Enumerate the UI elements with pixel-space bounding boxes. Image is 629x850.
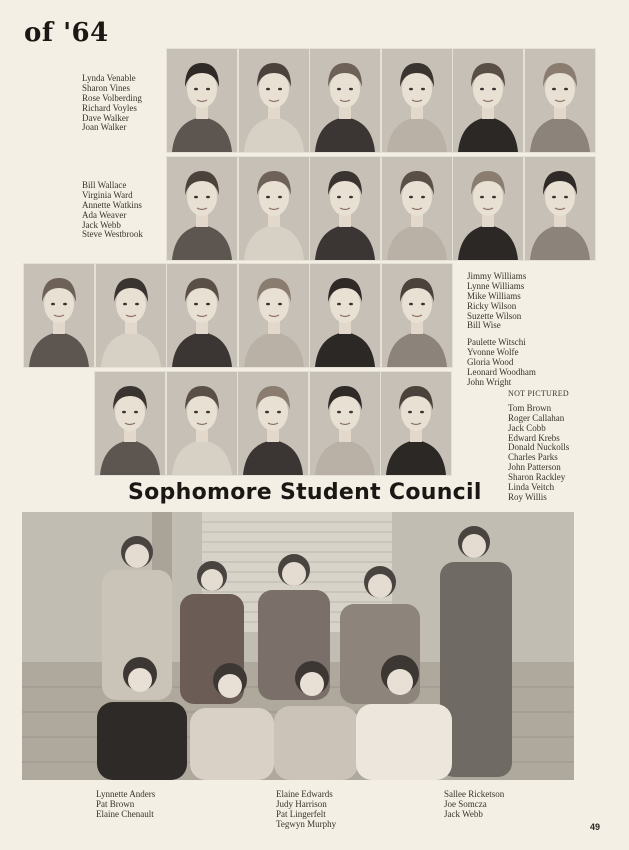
student-name: Donald Nuckolls <box>508 442 570 453</box>
student-name: Sharon Rackley <box>508 472 566 483</box>
student-portrait <box>94 371 166 476</box>
caption-name: Jack Webb <box>444 808 483 819</box>
student-portrait <box>166 263 238 368</box>
student-name: Suzette Wilson <box>467 310 522 321</box>
student-name: Steve Westbrook <box>82 229 143 240</box>
row1-name-list <box>82 74 142 133</box>
student-name: Ricky Wilson <box>467 300 517 311</box>
student-name: Richard Voyles <box>82 102 137 113</box>
student-portrait <box>166 48 238 153</box>
student-portrait <box>380 371 452 476</box>
student-name: John Wright <box>467 376 512 387</box>
caption-name: Tegwyn Murphy <box>276 818 337 829</box>
student-name: Jack Webb <box>82 219 121 230</box>
student-name: Edward Krebs <box>508 432 560 443</box>
row3-name-list <box>467 272 526 331</box>
caption-name: Pat Brown <box>96 798 135 809</box>
group-photo-image <box>22 512 574 780</box>
student-portrait <box>452 48 524 153</box>
page-number: 49 <box>590 822 601 832</box>
student-name: Rose Volberding <box>82 92 142 103</box>
caption-name: Joe Somcza <box>444 798 487 809</box>
student-portrait <box>166 156 238 261</box>
student-portrait <box>237 371 309 476</box>
student-portrait <box>452 156 524 261</box>
caption-column-left <box>96 790 155 820</box>
page-heading: of '64 <box>24 18 109 48</box>
student-portrait <box>309 371 381 476</box>
student-portrait <box>23 263 95 368</box>
student-name: Roy Willis <box>508 491 547 502</box>
student-name: Leonard Woodham <box>467 366 536 377</box>
student-name: Charles Parks <box>508 452 558 463</box>
student-name: Lynne Williams <box>467 280 525 291</box>
student-portrait <box>309 263 381 368</box>
student-portrait <box>166 371 238 476</box>
student-portrait <box>238 263 310 368</box>
student-name: John Patterson <box>508 462 561 473</box>
student-portrait <box>381 48 453 153</box>
student-name: Yvonne Wolfe <box>467 346 519 357</box>
section-title: Sophomore Student Council <box>128 480 482 505</box>
row4-name-list <box>467 338 536 387</box>
caption-name: Sallee Ricketson <box>444 789 505 799</box>
student-portrait <box>524 48 596 153</box>
student-name: Annette Watkins <box>82 199 142 210</box>
student-portrait <box>238 48 310 153</box>
caption-column-middle <box>276 790 336 830</box>
student-portrait <box>524 156 596 261</box>
student-name: Linda Veitch <box>508 482 555 493</box>
student-name: Joan Walker <box>82 122 127 133</box>
student-name: Virginia Ward <box>82 189 133 200</box>
student-name: Bill Wise <box>467 320 501 331</box>
student-portrait <box>238 156 310 261</box>
caption-name: Elaine Edwards <box>276 789 333 799</box>
caption-name: Elaine Chenault <box>96 808 154 819</box>
group-photo <box>22 512 574 780</box>
student-name: Dave Walker <box>82 112 129 123</box>
caption-column-right <box>444 790 504 820</box>
caption-name: Pat Lingerfelt <box>276 808 326 819</box>
caption-name: Lynnette Anders <box>96 789 156 799</box>
student-name: Paulette Witschi <box>467 337 526 347</box>
student-portrait <box>381 263 453 368</box>
student-name: Bill Wallace <box>82 180 127 190</box>
not-pictured-list <box>508 389 569 503</box>
student-name: Roger Callahan <box>508 412 565 423</box>
student-portrait <box>309 156 381 261</box>
student-name: Jack Cobb <box>508 422 546 433</box>
student-name: Gloria Wood <box>467 356 514 367</box>
student-portrait <box>309 48 381 153</box>
student-name: Tom Brown <box>508 402 552 413</box>
row2-name-list <box>82 181 143 240</box>
student-name: Sharon Vines <box>82 82 131 93</box>
student-name: Lynda Venable <box>82 73 136 83</box>
student-name: Ada Weaver <box>82 209 127 220</box>
student-name: Jimmy Williams <box>467 271 527 281</box>
caption-name: Judy Harrison <box>276 798 327 809</box>
student-name: Mike Williams <box>467 290 521 301</box>
student-portrait <box>95 263 167 368</box>
not-pictured-label: NOT PICTURED <box>508 389 570 398</box>
student-portrait <box>381 156 453 261</box>
